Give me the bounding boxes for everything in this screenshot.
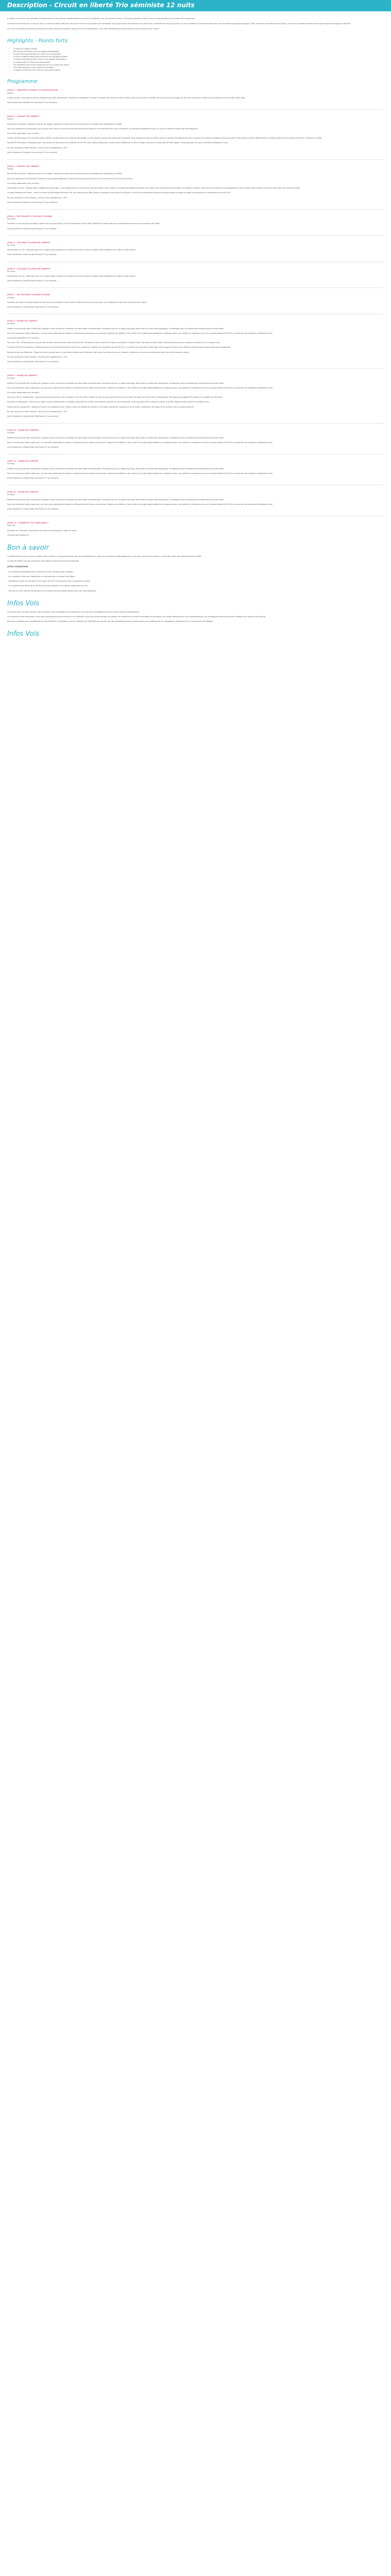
day-separator [7, 368, 384, 369]
day-title: JOUR 3 - PHUKET EN LIBERTÉ [7, 165, 39, 168]
day-place: Krabi Ind. [7, 524, 15, 527]
highlights-title: Highlights - Points forts [7, 38, 68, 44]
programme-day [7, 115, 384, 154]
day-title: JOUR 5 - COCONUT ISLAND EN LIBERTÉ [7, 241, 50, 244]
day-title: JOUR 9 - KRABI EN LIBERTÉ [7, 374, 37, 377]
note-item: - Supplément single sur demande. Tarif à partir de 550 € par personne pour l'ensemble du séjour. [7, 580, 91, 583]
day-title: JOUR 8 - KRABI EN LIBERTÉ [7, 319, 37, 323]
note-item: - Les chambres twin/double pour le premier cas de 2 personnes par chambre. [7, 570, 74, 573]
day-description [7, 123, 384, 149]
day-paragraph: Profitez d'une journée libre à Krabi pour explorer à votre rythme les merveilles de cette région enchanteresse. Promenez-vous sur la plage d'Ao Nang, flânez dans le centre-ville pittoresque, ou détendez-vous en profitant des infrastructures de votre hôtel. [7, 327, 224, 330]
day-hotel: Hotel (Supérieur): Vestige Krabi Villa Resort 4* (ou similaire) [7, 508, 59, 511]
programme-day [7, 267, 384, 283]
day-title: JOUR 7 - DE COCONUT ISLAND À KRABI [7, 293, 50, 296]
infos-paragraph: Au moment de votre réservation, nous vous communiquerons les horaires de vol définitifs. Nous vous recommandons de vérifier vos horaires de vol avant votre départ et de prévoir une marge suffisante pour vos correspondances. Les compagnies aériennes peuvent modifier leurs horaires sans préavis. [7, 615, 266, 618]
note-item: - Les chambres triples sont disponibles sur demande dans la plupart des hôtels. [7, 575, 75, 578]
day-paragraph: Journée libre à Phuket : détendez-vous sur les plages, explorez les trésors et les marchés locaux ou profitez des installations de l'hôtel. [7, 123, 122, 125]
highlight-item [13, 69, 384, 72]
day-paragraph: Tour des 4 îles en longtail boat : Commencez votre journée par une escapade sur les îles Poda, Chicken et Tup, où vous pourrez marcher sur le banc de sable qui relie les îles à marée basse. Terminez par la plage de Phra Nang et sa grotte aux offrandes. [7, 396, 223, 399]
programme-day [7, 319, 384, 363]
day-paragraph: Prix par personne (à titre indicatif) : 55,00 € (hors suppléments) - 80 € [7, 146, 68, 149]
day-title: JOUR 12 - KRABI EN LIBERTÉ [7, 490, 39, 494]
day-paragraph: Pour une immersion totale, optez pour une excursion optionnelle et partez à la découverte des trésors environnants. Explorez les célèbres 4 îles à bord d'un longtail boat traditionnel, embarquez pour une croisière en catamaran vers les incontournables îles Phi Phi ou rencontrez les majestueux éléphants d'Asie. [7, 441, 273, 444]
infos-vols-section [7, 611, 384, 623]
intro-paragraph: Commencez à Phuket avec 3 nuits au Kata. Le point de départ idéal pour découvrir l'île et son incroyable mer d'Andaman. Vous poursuivez votre aventure vers Koh Kood, la dernière île vierge du sud-est, où vous profiterez de sa nature préservée, ses cascades et ses plages sauvages. Enfin, terminez votre périple à Koh Chang, une île aux multiples facettes entre jungle tropicale et plages de sable fin. [7, 23, 351, 25]
day-paragraph: Les temples secrets : Plongez dans la religion de Phang Nga, un tour découverte en temple entre les sites majeurs de la région, une grotte bouddhiste illuminée, de la vieille ville de Phuket et des temples aux fresques colorées. Découvrez l'architecture sino-portugaise du vieux Phuket Town et goûtez la cuisine locale dans ses marchés animés. [7, 187, 301, 190]
programme-day [7, 89, 384, 104]
day-paragraph: Le grand Bouddha de Phuket : visitez la statue du Big Buddha dominant l'île, puis découvrez le Wat Chalong, le temple le plus vénéré de Phuket. Ce circuit vous permettra d'admirer des panoramas à couper le souffle et de découvrir le patrimoine culturel de l'île. [7, 192, 231, 194]
day-hotel: Hotel (Supérieur): Vestige Krabi Villa Resort 4* (ou similaire) [7, 415, 59, 418]
note-item: - Tous les prix sont affichés par personne sur la base d'une occupation double (hors vols internationaux). [7, 589, 97, 592]
day-title: JOUR 2 - PHUKET EN LIBERTÉ [7, 115, 39, 118]
highlight-text: La plage privée du Trisara Koh Kood Resort [13, 61, 51, 63]
day-place: Phuket [7, 168, 13, 171]
page-content [0, 18, 391, 652]
bon-a-savoir-section [7, 555, 384, 592]
highlight-text: Le tour en bateau autour de Koh Kood et ses cascades secrètes [13, 56, 68, 58]
day-description [7, 437, 384, 444]
day-paragraph: Kayak dans les mangroves : Pagayez à travers les mangroves d'Ao Thalane, parmi les falaises de calcaire et les forêts luxuriantes. Observez la faune locale, notamment les singes et les oiseaux, dans un cadre préservé. [7, 405, 194, 408]
day-paragraph: Pour une immersion totale, optez pour une excursion optionnelle et partez à la découverte des trésors environnants. Explorez les célèbres 4 îles à bord d'un longtail boat traditionnel, embarquez pour une croisière en catamaran vers les incontournables îles Phi Phi ou rencontrez les majestueux éléphants d'Asie. [7, 472, 273, 474]
day-paragraph: Prix par personne (à titre indicatif) : 40,00 € (hors suppléments) - 75 € [7, 410, 68, 413]
day-paragraph: Profitez d'une journée libre à Krabi pour explorer à votre rythme les merveilles de cette région enchanteresse. Promenez-vous sur la plage d'Ao Nang, flânez dans le centre-ville pittoresque, ou détendez-vous en profitant des infrastructures de votre hôtel. [7, 467, 224, 470]
day-paragraph: Pour une immersion totale, optez pour une excursion optionnelle et partez à la découverte des trésors environnants. Explorez les célèbres 4 îles à bord d'un longtail boat traditionnel, embarquez pour une croisière en catamaran vers les incontournables îles Phi Phi ou rencontrez les majestueux éléphants d'Asie. [7, 332, 273, 334]
day-paragraph: **FIN DE NOS SERVICES** [7, 534, 29, 536]
programme-day [7, 460, 384, 480]
day-place: Koh Kood [7, 270, 15, 273]
programme-day [7, 165, 384, 204]
day-paragraph: Excursions disponibles (non incluses) : [7, 132, 40, 135]
day-paragraph: Transfert en mini-van puis en bateau rapide vers Coconut Island, suivi de l'installation à votre hôtel. Profitez de l'après-midi pour vous détendre et découvrir les environs de l'hôtel. [7, 223, 160, 225]
day-title: JOUR 1 - ARRIVÉE À PHUKET ET INSTALLATION [7, 89, 58, 92]
highlight-text: Découverte de Phuket et de ses plages paradisiaques [13, 50, 59, 53]
day-title: JOUR 11 - KRABI EN LIBERTÉ [7, 460, 39, 463]
day-paragraph: Prix par personne (à titre indicatif) : 45,00 € (hors suppléments) - 85 € [7, 355, 68, 358]
intro-section [7, 18, 384, 31]
programme-days [7, 89, 384, 537]
infos-paragraph: Les horaires des vols sont donnés à titre indicatif et sont susceptibles de modification de la part de la compagnie aérienne ou des autorités aéroportuaires. [7, 611, 140, 613]
intro-paragraph: Ce circuit en liberté vous permet de découvrir à votre rythme les meilleurs atouts de ces trois destinations, avec des hébergements sélectionnés pour leur charme et leur confort. [7, 28, 160, 30]
highlight-text: La jungle préservée de Koh Chang et ses villages de pêcheurs [13, 58, 67, 61]
programme-day [7, 521, 384, 537]
day-place: Phuket [7, 118, 13, 121]
day-description [7, 382, 384, 413]
day-paragraph: Journée Phi Phi Islands. Embarquez pour une journée de découverte des célèbres îles Phi Phi. Vous visiterez Maya Bay, la baie rendue célèbre par le film La Plage, ainsi que le Viking Cave et Pileh Lagoon. Snorkeling dans les eaux cristallines et déjeuner inclus. [7, 142, 229, 144]
day-paragraph: Pour une expérience enrichissante, l'itinéraire vous propose également plusieurs excursions pour découvrir les richesses de l'île et de ses environs. [7, 177, 133, 180]
day-description [7, 499, 384, 506]
day-paragraph: Transfert vers l'aéroport international de Krabi ou de Phuket pour votre vol retour. [7, 529, 77, 532]
day-title: JOUR 4 - DE PHUKET À COCONUT ISLAND [7, 214, 52, 217]
day-paragraph: Profitez d'une journée libre à Krabi pour explorer à votre rythme les merveilles de cette région enchanteresse. Promenez-vous sur la plage d'Ao Nang, flânez dans le centre-ville pittoresque, ou détendez-vous en profitant des infrastructures de votre hôtel. [7, 436, 224, 439]
day-description [7, 328, 384, 359]
day-hotel: Hotel (Supérieur): Metadee Concept Hotel 5* (ou similaire) [7, 151, 57, 154]
note-item: - Les transferts sont effectués en véhicules privés climatisés et en bateau rapide selon les îles. [7, 585, 88, 587]
day-hotel: Hotel (Supérieur): Vestige Krabi Villa Resort 4* (ou similaire) [7, 360, 59, 363]
day-paragraph: Excursions disponibles (non incluses) : [7, 182, 40, 184]
day-hotel: Hotel (Supérieur): Vestige Krabi Villa Resort 4* (ou similaire) [7, 306, 59, 308]
programme-title: Programme [7, 79, 38, 85]
day-paragraph: Journée libre sur l'île : détendez-vous sur la plage privée, explorez les sentiers de Coconut Island ou profitez des installations de l'hôtel à votre rythme. [7, 275, 136, 277]
day-paragraph: Transfert vers Krabi en bateau rapide et mini-van puis installation à votre hôtel. Profitez de la fin de journée pour vous détendre et découvrir les environs de l'hôtel. [7, 301, 147, 303]
header-bar [0, 0, 391, 11]
day-hotel: Hotel (Supérieur): Metadee Concept Hotel 5* (ou similaire) [7, 101, 57, 104]
day-hotel: Hotel (Supérieur): Island Escape Burasari 5* (ou similaire) [7, 253, 57, 256]
day-paragraph: Profitez d'une journée libre à Krabi pour explorer à votre rythme les merveilles de cette région enchanteresse. Promenez-vous sur la plage d'Ao Nang, flânez dans le centre-ville pittoresque, ou détendez-vous en profitant des infrastructures de votre hôtel. [7, 498, 224, 501]
day-place: Koh Kood [7, 244, 15, 246]
day-title: JOUR 10 - KRABI EN LIBERTÉ [7, 429, 39, 432]
day-description [7, 275, 384, 278]
programme-day [7, 293, 384, 309]
day-hotel: Hotel (Supérieur): Metadee Concept Hotel 5* (ou similaire) [7, 201, 57, 204]
day-place: Ao Nang [7, 296, 14, 299]
day-title: JOUR 6 - COCONUT ISLAND EN LIBERTÉ [7, 267, 50, 270]
day-paragraph: Le tour de Phang Nga et l'île de James Bond. Partez à la découverte de la baie de Phang Nga, un site classé au patrimoine naturel de l'humanité. Vous naviguerez entre les pitons rocheux calcaires émergeant des eaux turquoise et visiterez la célèbre île de James Bond. Pique-nique à bord et découverte du village de pêcheurs musulmans Koh Panyi, construit sur pilotis. [7, 137, 322, 140]
day-paragraph: Croisière Phi Phi en catamaran : Embarquez pour une journée d'exception à bord d'un catamaran, explorez les merveilles des îles Phi Phi. La croisière vous emmène à Maya Bay, Pileh Lagoon et Viking Cave. Déjeuner buffet à bord et temps libre pour la baignade. [7, 346, 231, 349]
programme-day [7, 490, 384, 511]
bon-paragraph: Le déroulement de vos circuits en liberté à titre indicatif. Ce programme peut subir des modifications en raison des conditions météorologiques ou tout autre cas de force majeure. L'ordre des visites peut également être modifié. [7, 555, 202, 558]
day-separator [7, 109, 384, 110]
day-paragraph: Tour des 4 îles : Embarquez pour une journée de découverte des plus belles îles de la mer d'Andaman. Vous visiterez Phra Nang Cave Beach, Chicken Island, Tup Island et Poda Island. Snorkeling dans les eaux turquoise et déjeuner sur la plage inclus. [7, 342, 220, 344]
highlight-text: Les transferts inclus entre chaque île pour un voyage sans stress [13, 63, 69, 66]
day-separator [7, 287, 384, 288]
notes-title: AUTRE COMMENTAIRE [7, 566, 28, 568]
highlight-text: Le séjour en liberté à votre rythme, sans guide imposé [13, 69, 60, 72]
highlight-text: Le séjour en hôtels 5 étoiles [13, 47, 38, 50]
day-paragraph: Prix par personne (à titre indicatif) : 40,00 € (hors suppléments) - 60 € [7, 196, 68, 199]
infos-paragraph: Nous vous proposons des compléments de vols intérieurs si nécessaire. Les vols intérieurs en Thaïlande sont assurés par des compagnies locales et sont soumis aux conditions de ces compagnies, notamment en ce qui concerne les bagages. [7, 620, 214, 623]
day-place: Ao Nang [7, 323, 14, 325]
day-separator [7, 209, 384, 210]
day-description [7, 530, 384, 537]
day-description [7, 301, 384, 304]
programme-day [7, 215, 384, 230]
bon-paragraph: La liste des hôtels n'est pas exhaustive, des hôtels similaires peuvent être proposés. [7, 560, 79, 563]
day-place: Ao Nang [7, 377, 14, 380]
day-separator [7, 235, 384, 236]
day-paragraph: Pour une expérience enrichissante, vous pouvez vous inscrire à une excursion optionnelle pour découvrir les merveilles de la mer d'Andaman, les temples bouddhistes locaux, ou vivre un moment unique avec des éléphants. [7, 127, 199, 130]
day-place: Ao Nang [7, 494, 14, 496]
day-place: Koh Kood [7, 218, 15, 221]
day-paragraph: Pour une immersion totale, optez pour une excursion optionnelle et partez à la découverte des trésors environnants. Explorez les célèbres 4 îles à bord d'un longtail boat traditionnel, embarquez pour une croisière en catamaran vers les incontournables îles Phi Phi ou rencontrez les majestueux éléphants d'Asie. [7, 386, 273, 389]
programme-day [7, 429, 384, 449]
day-description [7, 249, 384, 251]
highlight-text: La plus belle plage de Kata Noi, entre mer et montagne [13, 53, 61, 56]
day-place: Phuket [7, 92, 13, 94]
day-description [7, 223, 384, 225]
day-title: JOUR 13 - À BIENTÔT EN THAÏLANDE ! [7, 521, 49, 524]
page-title: Description - Circuit en liberté Trio séministe 12 nuits [7, 2, 195, 9]
day-description [7, 468, 384, 475]
infos-vols-title: Infos Vols [7, 599, 39, 607]
day-paragraph: Pour une immersion totale, optez pour une excursion optionnelle et partez à la découverte des trésors environnants. Explorez les célèbres 4 îles à bord d'un longtail boat traditionnel, embarquez pour une croisière en catamaran vers les incontournables îles Phi Phi ou rencontrez les majestueux éléphants d'Asie. [7, 503, 273, 505]
bon-a-savoir-title: Bon à savoir [7, 544, 49, 552]
highlight-text: Les petits déjeuners inclus dans tous les hôtels [13, 66, 54, 69]
day-hotel: Hotel (Supérieur): Vestige Krabi Villa Resort 4* (ou similaire) [7, 446, 59, 449]
day-description [7, 97, 384, 99]
day-paragraph: Journée libre sur l'île : détendez-vous sur la plage privée, explorez les sentiers de Coconut Island ou profitez des installations de l'hôtel à votre rythme. [7, 249, 136, 251]
intro-paragraph: Ce séjour circuit plein vous emmène à la découverte de trois régions emblématiques du sud de la Thaïlande, avec une escale à Phuket, l'île la plus grande de l'Asie et aussi la plus éclectique que le pays met à disposition. [7, 18, 196, 20]
day-paragraph: Profitez d'une journée libre à Krabi pour explorer à votre rythme les merveilles de cette région enchanteresse. Promenez-vous sur la plage d'Ao Nang, flânez dans le centre-ville pittoresque, ou détendez-vous en profitant des infrastructures de votre hôtel. [7, 382, 224, 384]
day-paragraph: Rencontre avec les éléphants : Passez une demi-journée dans un sanctuaire éthique pour éléphants. Vous aurez l'occasion de nourrir, baigner et observer ces animaux majestueux dans leur environnement naturel. [7, 351, 190, 353]
highlights-list [7, 48, 384, 72]
day-description [7, 173, 384, 199]
day-place: Ao Nang [7, 463, 14, 465]
day-paragraph: À votre arrivée, vous serez accueilli à l'aéroport par notre représentant. Transfert et installation à l'hôtel. En fonction de l'heure de votre arrivée, vous aurez le loisir de profiter de la piscine ou de la plage, ou bien de commencer à découvrir les alentours de votre hôtel. Dîner libre. [7, 96, 246, 99]
day-hotel: Hotel (Supérieur): Island Escape Burasari 5* (ou similaire) [7, 227, 57, 230]
day-paragraph: Journée libre à Phuket : détendez-vous sur les plages, explorez les trésors et les marchés locaux ou profitez des installations de l'hôtel. [7, 173, 122, 175]
day-paragraph: Excursion à Hong Island : Découvrez le lagon caché de Hong Island, accessible uniquement en kayak. Entre falaises calcaires et eaux émeraude, cette excursion offre un décor à couper le souffle. Déjeuner pique-nique sur la plage inclus. [7, 401, 209, 403]
day-place: Ao Nang [7, 432, 14, 434]
day-paragraph: Excursions disponibles (non incluses) : [7, 336, 40, 339]
day-hotel: Hotel (Supérieur): Vestige Krabi Villa Resort 4* (ou similaire) [7, 477, 59, 480]
programme-day [7, 241, 384, 257]
day-paragraph: Excursions disponibles (non incluses) : [7, 392, 40, 394]
day-hotel: Hotel (Supérieur): Island Escape Burasari 5* (ou similaire) [7, 280, 57, 282]
infos-vols-footer-title: Infos Vols [7, 630, 39, 638]
day-separator [7, 159, 384, 160]
programme-day [7, 374, 384, 418]
